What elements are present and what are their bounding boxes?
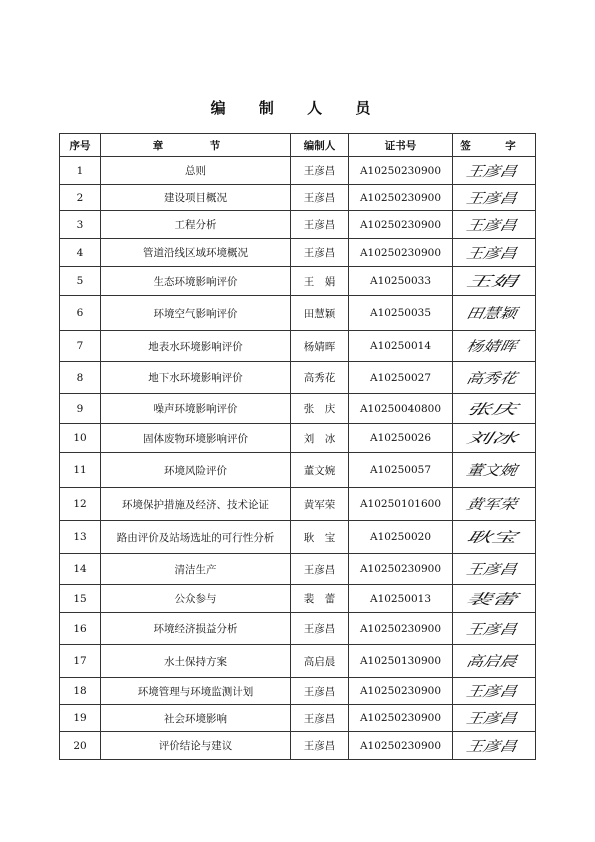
cell-cert: A10250020 — [349, 521, 453, 554]
cell-seq: 15 — [60, 585, 101, 613]
cell-cert: A10250230900 — [349, 705, 453, 732]
cell-seq: 5 — [60, 267, 101, 296]
handwritten-signature — [453, 645, 536, 678]
cell-seq: 16 — [60, 613, 101, 645]
header-signature: 签 字 — [453, 134, 536, 157]
cell-seq: 18 — [60, 678, 101, 705]
cell-editor: 王彦昌 — [291, 613, 349, 645]
table-row — [60, 296, 536, 331]
cell-cert: A10250057 — [349, 453, 453, 488]
table-header-row — [60, 134, 536, 157]
cell-chapter: 建设项目概况 — [101, 185, 291, 211]
cell-cert: A10250035 — [349, 296, 453, 331]
cell-editor: 黄军荣 — [291, 488, 349, 521]
svg-text:王彦昌: 王彦昌 — [464, 711, 511, 727]
header-seq: 序号 — [60, 134, 101, 157]
cell-cert: A10250130900 — [349, 645, 453, 678]
cell-cert: A10250230900 — [349, 613, 453, 645]
svg-text:高启晨: 高启晨 — [464, 654, 511, 670]
handwritten-signature — [453, 554, 536, 585]
svg-text:刘冰: 刘冰 — [464, 431, 497, 447]
cell-chapter: 工程分析 — [101, 211, 291, 239]
cell-chapter: 清洁生产 — [101, 554, 291, 585]
cell-editor: 王彦昌 — [291, 554, 349, 585]
cell-editor: 高启晨 — [291, 645, 349, 678]
handwritten-signature — [453, 453, 536, 488]
handwritten-signature — [453, 211, 536, 239]
cell-editor: 王彦昌 — [291, 732, 349, 760]
svg-text:高秀花: 高秀花 — [464, 370, 511, 387]
cell-editor: 田慧颖 — [291, 296, 349, 331]
cell-chapter: 环境经济损益分析 — [101, 613, 291, 645]
cell-editor: 董文婉 — [291, 453, 349, 488]
svg-text:王彦昌: 王彦昌 — [464, 621, 511, 638]
cell-cert: A10250014 — [349, 331, 453, 362]
header-cert: 证书号 — [349, 134, 453, 157]
cell-cert: A10250230900 — [349, 554, 453, 585]
cell-seq: 10 — [60, 424, 101, 453]
cell-seq: 14 — [60, 554, 101, 585]
cell-chapter: 管道沿线区域环境概况 — [101, 239, 291, 267]
svg-text:王彦昌: 王彦昌 — [464, 163, 511, 180]
cell-chapter: 地表水环境影响评价 — [101, 331, 291, 362]
cell-seq: 6 — [60, 296, 101, 331]
handwritten-signature — [453, 488, 536, 521]
cell-seq: 9 — [60, 394, 101, 424]
table-row — [60, 424, 536, 453]
cell-chapter: 公众参与 — [101, 585, 291, 613]
cell-chapter: 环境保护措施及经济、技术论证 — [101, 488, 291, 521]
cell-seq: 1 — [60, 157, 101, 185]
cell-chapter: 评价结论与建议 — [101, 732, 291, 760]
table-row — [60, 613, 536, 645]
cell-seq: 20 — [60, 732, 101, 760]
handwritten-signature — [453, 521, 536, 554]
handwritten-signature — [453, 362, 536, 394]
table-row — [60, 394, 536, 424]
table-row — [60, 453, 536, 488]
handwritten-signature — [453, 394, 536, 424]
svg-text:耿宝: 耿宝 — [464, 530, 497, 546]
cell-seq: 13 — [60, 521, 101, 554]
handwritten-signature — [453, 613, 536, 645]
cell-chapter: 总则 — [101, 157, 291, 185]
handwritten-signature — [453, 239, 536, 267]
cell-editor: 王彦昌 — [291, 239, 349, 267]
handwritten-signature — [453, 296, 536, 331]
cell-editor: 张 庆 — [291, 394, 349, 424]
cell-chapter: 噪声环境影响评价 — [101, 394, 291, 424]
cell-editor: 王彦昌 — [291, 185, 349, 211]
header-editor: 编制人 — [291, 134, 349, 157]
table-row — [60, 678, 536, 705]
cell-chapter: 环境空气影响评价 — [101, 296, 291, 331]
header-chapter: 章 节 — [101, 134, 291, 157]
cell-editor: 王彦昌 — [291, 211, 349, 239]
table-row — [60, 521, 536, 554]
svg-text:王彦昌: 王彦昌 — [464, 217, 511, 234]
page-title: 编 制 人 员 — [210, 99, 385, 117]
handwritten-signature — [453, 732, 536, 760]
cell-editor: 王彦昌 — [291, 678, 349, 705]
table-row — [60, 645, 536, 678]
handwritten-signature — [453, 331, 536, 362]
svg-text:王彦昌: 王彦昌 — [464, 738, 511, 755]
svg-text:王彦昌: 王彦昌 — [464, 562, 511, 578]
cell-cert: A10250033 — [349, 267, 453, 296]
handwritten-signature — [453, 424, 536, 453]
cell-chapter: 生态环境影响评价 — [101, 267, 291, 296]
svg-text:杨婧晖: 杨婧晖 — [464, 339, 511, 355]
cell-chapter: 环境管理与环境监测计划 — [101, 678, 291, 705]
svg-text:董文婉: 董文婉 — [464, 463, 511, 479]
table-row — [60, 211, 536, 239]
cell-seq: 7 — [60, 331, 101, 362]
cell-editor: 王彦昌 — [291, 705, 349, 732]
cell-editor: 王 娟 — [291, 267, 349, 296]
cell-chapter: 地下水环境影响评价 — [101, 362, 291, 394]
handwritten-signature — [453, 157, 536, 185]
handwritten-signature — [453, 705, 536, 732]
table-row — [60, 267, 536, 296]
cell-seq: 2 — [60, 185, 101, 211]
cell-cert: A10250026 — [349, 424, 453, 453]
handwritten-signature — [453, 678, 536, 705]
table-row — [60, 239, 536, 267]
table-row — [60, 732, 536, 760]
cell-cert: A10250230900 — [349, 239, 453, 267]
cell-cert: A10250040800 — [349, 394, 453, 424]
svg-text:王彦昌: 王彦昌 — [464, 684, 511, 700]
svg-text:黄军荣: 黄军荣 — [464, 497, 511, 513]
table-row — [60, 185, 536, 211]
table-row — [60, 554, 536, 585]
cell-chapter: 固体废物环境影响评价 — [101, 424, 291, 453]
cell-editor: 王彦昌 — [291, 157, 349, 185]
cell-cert: A10250230900 — [349, 211, 453, 239]
cell-chapter: 水土保持方案 — [101, 645, 291, 678]
table-row — [60, 585, 536, 613]
table-row — [60, 705, 536, 732]
svg-text:王彦昌: 王彦昌 — [464, 190, 511, 207]
table-row — [60, 362, 536, 394]
svg-text:裴蕾: 裴蕾 — [464, 591, 497, 608]
cell-chapter: 环境风险评价 — [101, 453, 291, 488]
table-row — [60, 488, 536, 521]
cell-seq: 4 — [60, 239, 101, 267]
cell-seq: 11 — [60, 453, 101, 488]
cell-seq: 17 — [60, 645, 101, 678]
handwritten-signature — [453, 185, 536, 211]
cell-cert: A10250027 — [349, 362, 453, 394]
svg-text:王娟: 王娟 — [464, 274, 497, 290]
handwritten-signature — [453, 585, 536, 613]
cell-cert: A10250230900 — [349, 157, 453, 185]
cell-cert: A10250230900 — [349, 678, 453, 705]
table-row — [60, 157, 536, 185]
cell-cert: A10250230900 — [349, 185, 453, 211]
cell-chapter: 社会环境影响 — [101, 705, 291, 732]
svg-text:田慧颖: 田慧颖 — [464, 306, 511, 322]
cell-editor: 裴 蕾 — [291, 585, 349, 613]
svg-text:王彦昌: 王彦昌 — [464, 245, 511, 262]
cell-editor: 刘 冰 — [291, 424, 349, 453]
cell-cert: A10250101600 — [349, 488, 453, 521]
svg-text:张庆: 张庆 — [464, 401, 497, 418]
cell-editor: 高秀花 — [291, 362, 349, 394]
cell-cert: A10250013 — [349, 585, 453, 613]
cell-seq: 12 — [60, 488, 101, 521]
cell-seq: 19 — [60, 705, 101, 732]
cell-cert: A10250230900 — [349, 732, 453, 760]
cell-editor: 耿 宝 — [291, 521, 349, 554]
staff-table — [59, 133, 536, 760]
cell-seq: 8 — [60, 362, 101, 394]
handwritten-signature — [453, 267, 536, 296]
table-row — [60, 331, 536, 362]
cell-chapter: 路由评价及站场选址的可行性分析 — [101, 521, 291, 554]
cell-seq: 3 — [60, 211, 101, 239]
cell-editor: 杨婧晖 — [291, 331, 349, 362]
